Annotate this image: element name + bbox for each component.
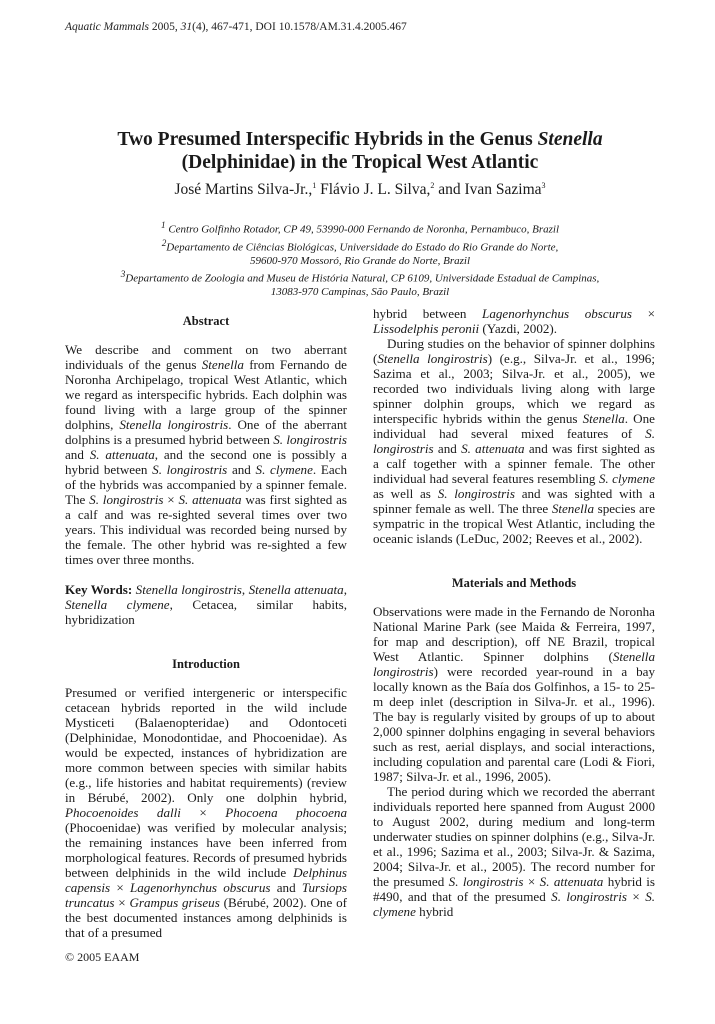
species-name: S. longirostris <box>448 874 524 889</box>
abstract-text <box>65 342 347 567</box>
text: hybrid <box>415 904 454 919</box>
spacer <box>65 567 347 582</box>
introduction-text <box>65 685 347 940</box>
species-name: S. longirostris <box>373 426 655 456</box>
author-2-affil: 2 <box>430 180 435 190</box>
text: (Yazdi, 2002). <box>479 321 558 336</box>
text: ) were recorded year-round in a bay locally known as the Baía dos Golfinhos, a 15- to 25-m deep inlet (description in Silva-Jr. et al., 1996). The bay is regularly visited by groups of up to about 2,000 spinner dolphins engaging in several behaviors such as rest, aerial displays, and social interactions, including copulation and parental care (Lodi & Fiori, 1987; Silva-Jr. et al., 1996, 2005). <box>373 664 655 784</box>
affiliation-2 <box>60 237 660 268</box>
text: and <box>227 462 256 477</box>
journal-issue-doi: (4), 467-471, DOI 10.1578/AM.31.4.2005.467 <box>192 21 407 33</box>
text: Observations were made in the Fernando de Noronha National Marine Park (see Maida & Ferreira, 1997, for map and description), off NE Brazil, tropical West Atlantic. Spinner dolphins ( <box>373 604 655 664</box>
title-genus: Stenella <box>537 129 603 150</box>
text: . Each of the hybrids was accompanied by a spinner female. The <box>65 462 348 507</box>
species-name: Lagenorhynchus obscurus <box>129 880 271 895</box>
species-name: Grampus griseus <box>129 895 220 910</box>
spacer <box>373 546 655 576</box>
author-3-affil: 3 <box>541 180 546 190</box>
keyword: Stenella clymene <box>65 597 170 612</box>
species-name: S. longirostris <box>437 486 515 501</box>
species-name: Phocoena phocoena <box>225 805 347 820</box>
text: × <box>627 889 646 904</box>
species-name: Tursiops truncatus <box>65 880 348 910</box>
text: The period during which we recorded the aberrant individuals reported here spanned from August 2000 to August 2002, during medium and long-term underwater studies on spinner dolphins (e.g., Silva-Jr. et al., 1996; Sazima et al., 2003; Silva-Jr. & Sazima, 2004; Silva-Jr. et al., 2005). The record number for the presumed <box>373 784 655 889</box>
affiliation-3 <box>60 268 660 299</box>
species-name: S. attenuata <box>89 447 155 462</box>
species-name: Stenella longirostris <box>373 649 655 679</box>
species-name: S. attenuata <box>178 492 242 507</box>
keywords-label: Key Words: <box>65 582 133 597</box>
right-column <box>373 306 655 919</box>
species-name: S. clymene <box>373 889 656 919</box>
text: from Fernando de Noronha Archipelago, tropical West Atlantic, which we regard as interspecific hybrids. Each dolphin was found living with a large group of the spinner dolphins, <box>65 357 347 432</box>
text: × <box>523 874 540 889</box>
species-name: Lissodelphis peronii <box>373 321 480 336</box>
species-name: Stenella longirostris <box>377 351 488 366</box>
text: . One individual had several mixed features of <box>373 411 655 441</box>
text: and <box>270 880 302 895</box>
paper-title <box>60 128 660 174</box>
text: and <box>65 447 90 462</box>
left-column <box>65 314 347 940</box>
species-name: S. longirostris <box>152 462 228 477</box>
species-name: S. attenuata <box>539 874 604 889</box>
author-1: José Martins Silva-Jr., <box>174 181 313 198</box>
text: (Phocoenidae) was verified by molecular analysis; the remaining instances have been inferred from morphological features. Records of presumed hybrids between delphinids in the wild include <box>65 820 347 880</box>
affil-text-cont: 59600-970 Mossoró, Rio Grande do Norte, Brazil <box>250 254 470 267</box>
species-name: Stenella longirostris <box>119 417 229 432</box>
author-3: and Ivan Sazima <box>434 181 542 198</box>
text: was first sighted as a calf and was re-sighted several times over two years. This individual was recorded being nursed by the female. The other hybrid was re-sighted a few times over three months. <box>65 492 347 567</box>
text: , <box>343 582 347 597</box>
methods-paragraph-2 <box>373 784 655 919</box>
affil-text: Departamento de Zoologia and Museu de História Natural, CP 6109, Universidade Estadual de Campinas, <box>125 272 600 285</box>
text: . One of the aberrant dolphins is a presumed hybrid between <box>65 417 348 447</box>
text: We describe and comment on two aberrant individuals of the genus <box>65 342 347 372</box>
affiliation-1 <box>60 219 660 237</box>
running-head <box>65 20 407 34</box>
methods-paragraph-1 <box>373 604 655 784</box>
text: × <box>114 895 130 910</box>
species-name: S. longirostris <box>273 432 347 447</box>
species-name: Phocoenoides dalli <box>65 805 181 820</box>
text: and <box>433 441 462 456</box>
text: and was first sighted as a calf together with a spinner female. The other individual had several features resembling <box>373 441 655 486</box>
text: hybrid between <box>373 306 483 321</box>
affil-marker: 3 <box>120 268 126 279</box>
species-name: S. attenuata <box>461 441 525 456</box>
introduction-heading: Introduction <box>172 657 240 671</box>
introduction-paragraph-2 <box>373 336 655 546</box>
introduction-continued <box>373 306 655 336</box>
author-list <box>60 181 660 199</box>
text: as well as <box>373 486 438 501</box>
text: × <box>180 805 226 820</box>
species-name: S. longirostris <box>89 492 164 507</box>
keywords <box>65 582 347 627</box>
text: During studies on the behavior of spinner dolphins ( <box>373 336 655 366</box>
text: , Cetacea, similar habits, hybridization <box>65 597 347 627</box>
text: , and the second one is possibly a hybrid between <box>65 447 347 477</box>
title-line2: (Delphinidae) in the Tropical West Atlantic <box>181 152 539 173</box>
title-line1: Two Presumed Interspecific Hybrids in the Genus <box>117 129 538 150</box>
species-name: Delphinus capensis <box>65 865 347 895</box>
author-1-affil: 1 <box>312 180 317 190</box>
keyword: Stenella longirostris <box>135 582 242 597</box>
methods-heading: Materials and Methods <box>451 576 577 590</box>
text: × <box>632 306 655 321</box>
journal-year: 2005, <box>151 21 178 33</box>
text: (Bérubé, 2002). One of the best documented instances among delphinids is that of a presumed <box>65 895 347 940</box>
species-name: Stenella <box>551 501 594 516</box>
text: ) (e.g., Silva-Jr. et al., 1996; Sazima et al., 2003; Silva-Jr. et al., 2005), we recorded two individuals living along with large spinner dolphin groups, which we regard as interspecific hybrids within the genus <box>373 351 655 426</box>
species-name: Stenella <box>582 411 625 426</box>
affil-text: Centro Golfinho Rotador, CP 49, 53990-000 Fernando de Noronha, Pernambuco, Brazil <box>168 223 560 236</box>
spacer <box>65 627 347 657</box>
keyword: Stenella attenuata <box>248 582 344 597</box>
affiliations <box>60 219 660 299</box>
species-name: S. clymene <box>255 462 313 477</box>
affil-text-cont: 13083-970 Campinas, São Paulo, Brazil <box>270 285 450 298</box>
species-name: S. longirostris <box>551 889 628 904</box>
affil-text: Departamento de Ciências Biológicas, Universidade do Estado do Rio Grande do Norte, <box>166 241 559 254</box>
species-name: Stenella <box>201 357 244 372</box>
text: species are sympatric in the tropical West Atlantic, including the oceanic islands (LeDuc, 2002; Reeves et al., 2002). <box>373 501 656 546</box>
affil-marker: 2 <box>161 237 167 248</box>
species-name: S. clymene <box>598 471 655 486</box>
affil-marker: 1 <box>160 220 166 230</box>
text: Presumed or verified intergeneric or interspecific cetacean hybrids reported in the wild include Mysticeti (Balaenopteridae) and Odontoceti (Delphinidae, Monodontidae, and Phocoenidae). As would be expected, instances of hybridization are more common between species with similar habits (e.g., life histories and habitat requirements) (review in Bérubé, 2002). Only one dolphin hybrid, <box>65 685 347 805</box>
journal-volume: 31 <box>180 21 193 33</box>
text: × <box>163 492 179 507</box>
author-2: Flávio J. L. Silva, <box>316 181 431 198</box>
text: hybrid is #490, and that of the presumed <box>373 874 656 904</box>
journal-name: Aquatic Mammals <box>65 21 150 33</box>
abstract-heading: Abstract <box>182 314 230 328</box>
text: and was sighted with a spinner female as well. The three <box>373 486 655 516</box>
copyright-footer: © 2005 EAAM <box>65 950 140 964</box>
text: , <box>241 582 249 597</box>
species-name: Lagenorhynchus obscurus <box>482 306 632 321</box>
text: × <box>110 880 130 895</box>
